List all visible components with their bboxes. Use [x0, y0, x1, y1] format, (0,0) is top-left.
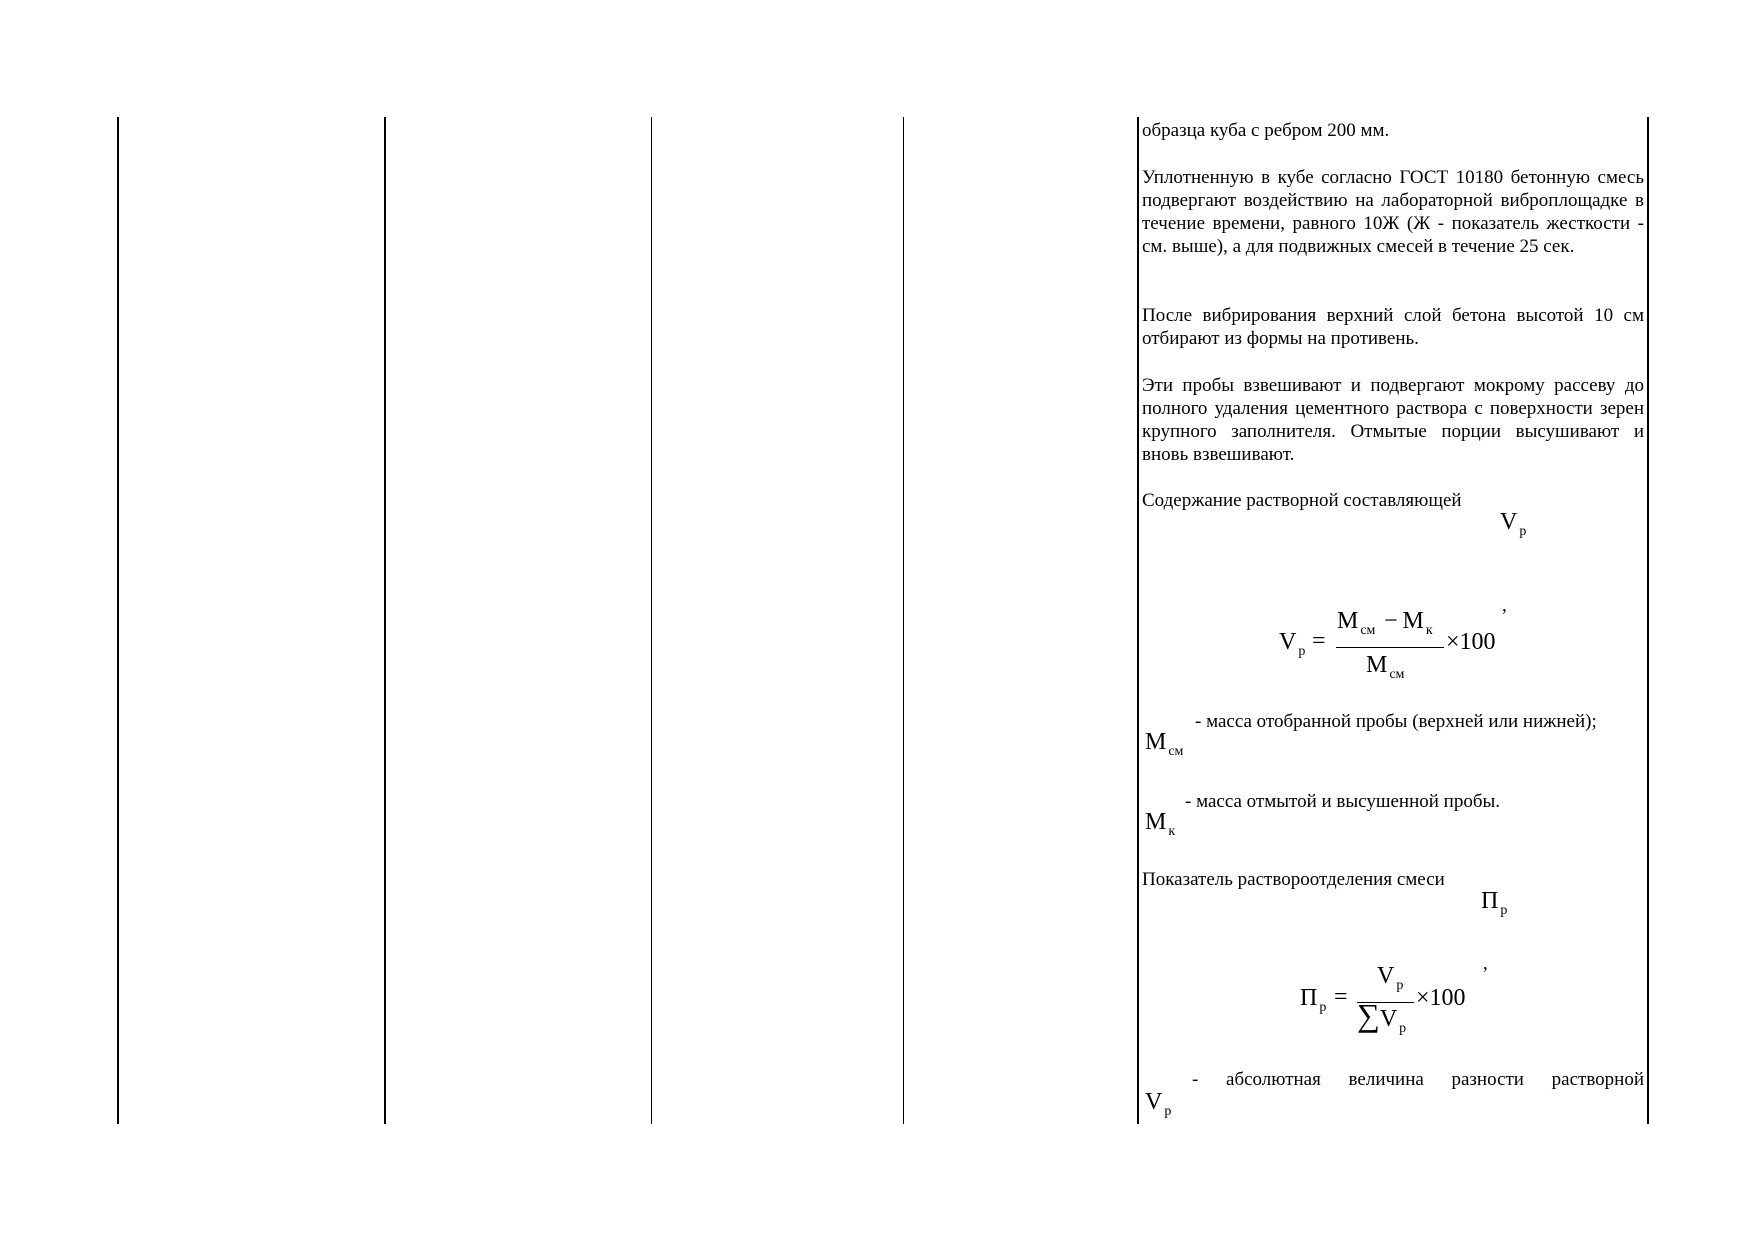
- formula1-numerator: M $_{см}$ − M $_к$: [1337, 608, 1433, 638]
- formula1-lhs: V $_р$: [1279, 629, 1306, 659]
- formula2-multiplier: ×100: [1416, 985, 1466, 1011]
- formula2-lhs: П $_р$: [1300, 985, 1327, 1015]
- mortar-content-symbol: V $_р$: [1500, 509, 1527, 539]
- last-definition-text: - абсолютная величина разности растворной: [1192, 1069, 1644, 1090]
- summation-icon: ∑: [1357, 997, 1380, 1033]
- definition-mass-washed-text: - масса отмытой и высушенной пробы.: [1185, 791, 1501, 812]
- mortar-content-label: Содержание растворной составляющей: [1142, 490, 1462, 511]
- paragraph-washing: Эти пробы взвешивают и подвергают мокрому рассеву до полного удаления цементного раствора с поверхности зерен крупного заполнителя. Отмытые порции высушивают и вновь взвешивают.: [1142, 375, 1644, 465]
- paragraph-cube-sample: образца куба с ребром 200 мм.: [1142, 120, 1390, 141]
- formula1-denominator: M $_{см}$: [1366, 652, 1405, 682]
- definition-mass-sample-symbol: M $_{см}$: [1145, 729, 1184, 759]
- paragraph-compaction: Уплотненную в кубе согласно ГОСТ 10180 бетонную смесь подвергают воздействию на лабораторной виброплощадке в течение времени, равного 10Ж (Ж - показатель жесткости - см. выше), а для подвижных смесей в течение 25 сек.: [1142, 167, 1644, 257]
- formula2-denominator: ∑V $_р$: [1357, 997, 1407, 1036]
- last-definition-symbol: V $_р$: [1145, 1089, 1172, 1119]
- definition-mass-sample-text: - масса отобранной пробы (верхней или нижней);: [1195, 711, 1597, 732]
- table-column-divider-1: [384, 117, 386, 1124]
- table-border-right: [1647, 117, 1649, 1124]
- definition-mass-washed-symbol: M $_к$: [1145, 809, 1176, 839]
- mortar-content-comma: ,: [1502, 595, 1507, 616]
- formula1-equals: =: [1312, 628, 1326, 654]
- formula1-multiplier: ×100: [1446, 629, 1496, 655]
- separation-index-label: Показатель раствороотделения смеси: [1142, 869, 1445, 890]
- formula2-numerator: V $_р$: [1377, 963, 1404, 993]
- table-column-divider-3: [903, 117, 904, 1124]
- formula2-equals: =: [1334, 984, 1348, 1010]
- description-column: [1142, 117, 1644, 1124]
- table-column-divider-2: [651, 117, 652, 1124]
- paragraph-vibration: После вибрирования верхний слой бетона высотой 10 см отбирают из формы на противень.: [1142, 305, 1644, 349]
- formula1-fraction-bar: [1336, 647, 1444, 648]
- separation-index-symbol: П $_р$: [1481, 888, 1508, 918]
- table-column-divider-4: [1137, 117, 1139, 1124]
- separation-index-comma: ,: [1483, 953, 1488, 974]
- table-border-left: [117, 117, 119, 1124]
